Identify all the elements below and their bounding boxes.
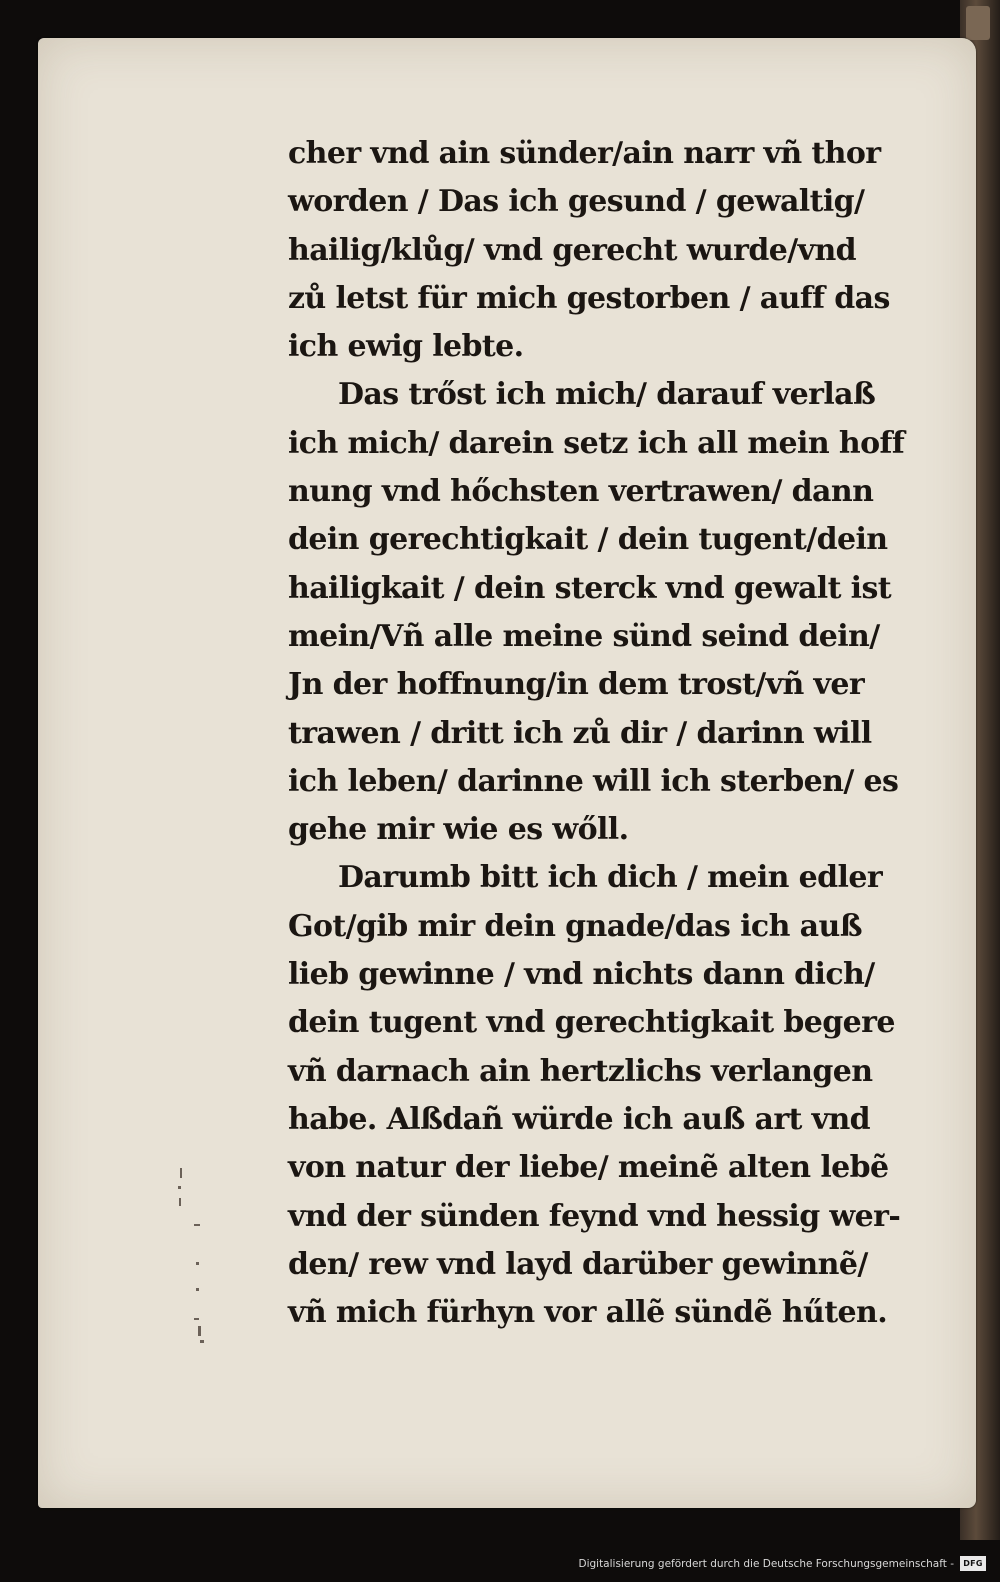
book-edge-strip bbox=[966, 6, 990, 40]
margin-mark bbox=[179, 1198, 181, 1206]
text-line: vnd der sünden feynd vnd hessig wer- bbox=[288, 1198, 901, 1234]
margin-mark bbox=[178, 1186, 181, 1189]
text-line: Darumb bitt ich dich / mein edler bbox=[338, 860, 883, 896]
text-line: Jn der hoffnung/in dem trost/vñ ver bbox=[288, 667, 865, 703]
text-line: ich mich/ darein setz ich all mein hoff bbox=[288, 425, 905, 461]
margin-mark bbox=[196, 1262, 199, 1265]
text-line: mein/Vñ alle meine sünd seind dein/ bbox=[288, 618, 880, 654]
margin-mark bbox=[194, 1224, 200, 1226]
text-line: dein gerechtigkait / dein tugent/dein bbox=[288, 522, 888, 558]
text-line: gehe mir wie es wőll. bbox=[288, 812, 629, 848]
text-line: Das trőst ich mich/ darauf verlaß bbox=[338, 377, 876, 413]
text-line: trawen / dritt ich zů dir / darinn will bbox=[288, 715, 872, 751]
text-line: vñ darnach ain hertzlichs verlangen bbox=[288, 1053, 873, 1089]
text-line: worden / Das ich gesund / gewaltig/ bbox=[288, 184, 865, 220]
text-line: zů letst für mich gestorben / auff das bbox=[288, 280, 890, 316]
text-line: habe. Alßdañ würde ich auß art vnd bbox=[288, 1101, 871, 1137]
text-line: nung vnd hőchsten vertrawen/ dann bbox=[288, 474, 874, 510]
margin-mark bbox=[180, 1168, 182, 1178]
text-line: hailig/klůg/ vnd gerecht wurde/vnd bbox=[288, 232, 857, 268]
text-line: ich ewig lebte. bbox=[288, 329, 524, 365]
footer-bar bbox=[0, 1548, 1000, 1582]
page-text-block bbox=[288, 130, 948, 1337]
text-line: cher vnd ain sünder/ain narr vñ thor bbox=[288, 136, 881, 171]
margin-mark bbox=[194, 1318, 199, 1320]
text-line: lieb gewinne / vnd nichts dann dich/ bbox=[288, 957, 875, 993]
text-line: vñ mich fürhyn vor allẽ sündẽ hűten. bbox=[288, 1295, 888, 1331]
text-line: ich leben/ darinne will ich sterben/ es bbox=[288, 763, 899, 799]
text-line: Got/gib mir dein gnade/das ich auß bbox=[288, 908, 862, 944]
footer-credit: Digitalisierung gefördert durch die Deutsche Forschungsgemeinschaft - bbox=[578, 1558, 954, 1570]
text-line: den/ rew vnd layd darüber gewinnẽ/ bbox=[288, 1246, 868, 1282]
text-line: von natur der liebe/ meinẽ alten lebẽ bbox=[288, 1150, 889, 1186]
margin-mark bbox=[200, 1340, 204, 1343]
margin-marks bbox=[172, 1168, 212, 1368]
text-line: dein tugent vnd gerechtigkait begere bbox=[288, 1005, 895, 1041]
text-line: hailigkait / dein sterck vnd gewalt ist bbox=[288, 570, 892, 606]
margin-mark bbox=[198, 1326, 201, 1336]
dfg-logo: DFG bbox=[960, 1556, 986, 1571]
margin-mark bbox=[196, 1288, 199, 1291]
